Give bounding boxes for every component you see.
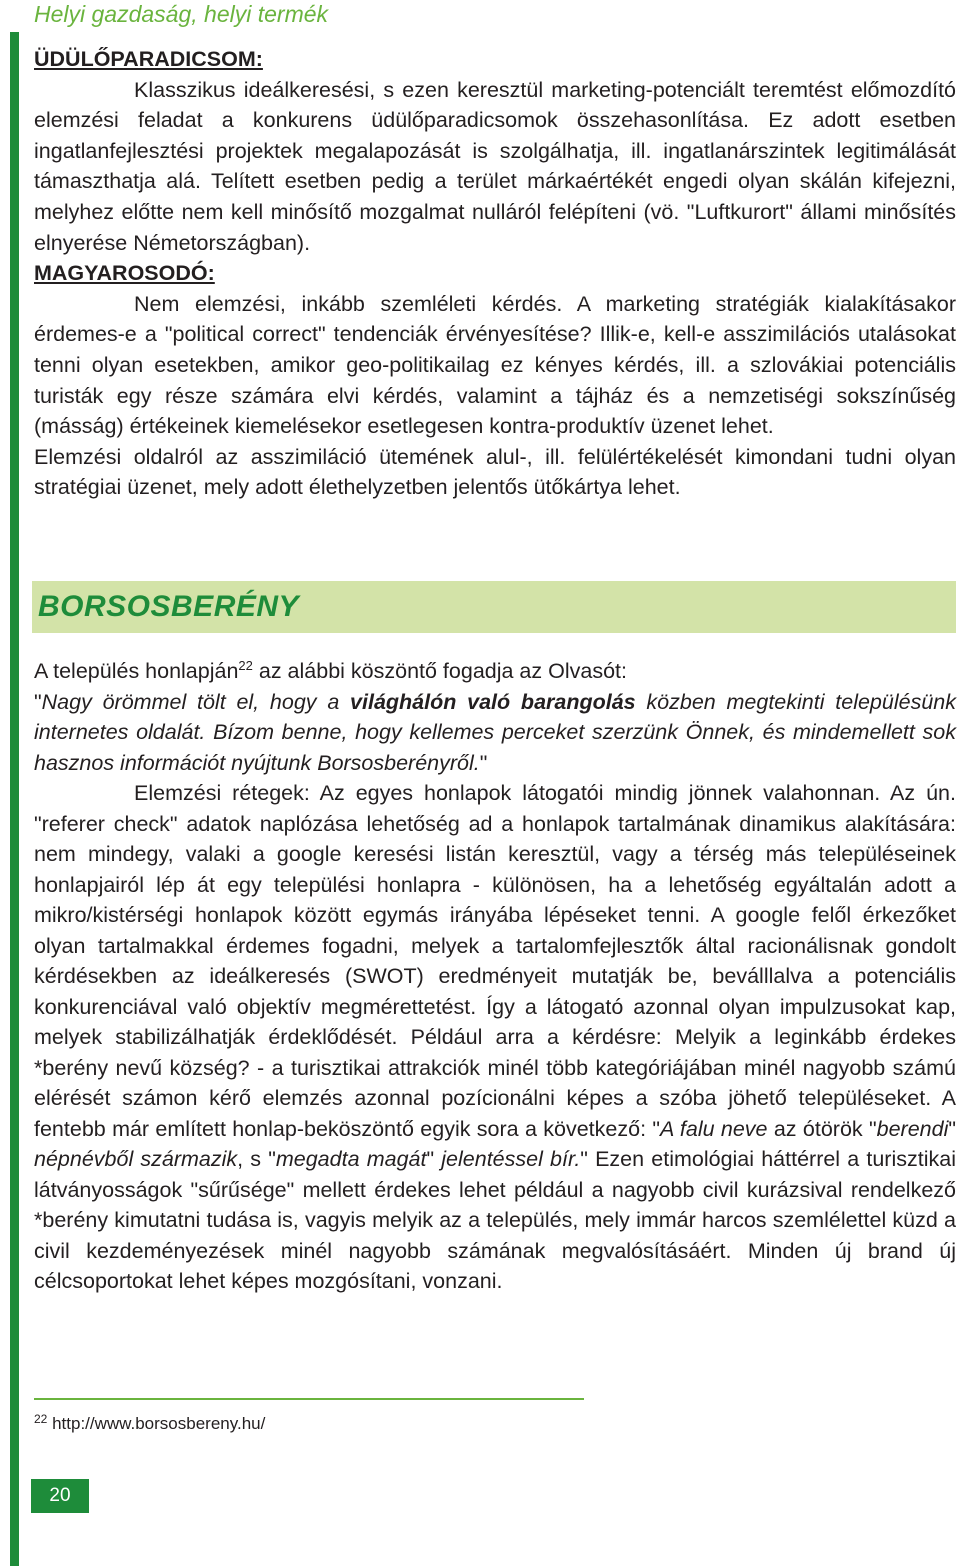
analysis-q1: A falu neve (660, 1116, 768, 1141)
quote-c: közben megtekinti településünk internetes oldalát. Bízom benne, hogy kellemes perceket szerzünk Önnek, és mindemellett sok hasznos információt nyújtunk Borsosberényről. (34, 689, 956, 775)
quote-open: " (34, 689, 42, 714)
section-body-magyarosodo: Nem elemzési, inkább szemléleti kérdés. A marketing stratégiák kialakításakor érdemes-e a "political correct" tendenciák érvényesítése? Illik-e, kell-e asszimilációs utalásokat tenni olyan esetekben, amikor geo-politikailag ez kényes kérdés, ill. a szlovákiai potenciális turisták egy része számára elvi kérdés, valamint a tájház és a nemzetiségi sokszínűség (másság) értékeinek kiemelésekor esetlegesen kontra-produktív üzenet lehet. (34, 291, 956, 439)
section-heading-magyarosodo: MAGYAROSODÓ: (34, 261, 215, 286)
footnote-divider (34, 1398, 584, 1400)
footnote-link[interactable]: http://www.borsosbereny.hu/ (47, 1414, 266, 1433)
side-accent-bar (10, 32, 19, 1566)
band-title: BORSOSBERÉNY (38, 590, 300, 623)
analysis-q2: berendi (876, 1116, 949, 1141)
quote-close: " (479, 750, 488, 775)
quote-paragraph (34, 687, 956, 779)
quote-bold: világhálón való barangolás (350, 689, 636, 714)
section-heading-udulo: ÜDÜLŐPARADICSOM: (34, 47, 263, 71)
analysis-q3: népnévből származik (34, 1147, 238, 1171)
footnote-number: 22 (34, 1412, 48, 1426)
page-number: 20 (31, 1479, 89, 1513)
analysis-paragraph (34, 778, 956, 1297)
intro-text: A település honlapján (34, 659, 239, 683)
analysis-t4: " (426, 1147, 442, 1171)
intro-text-2: az alábbi köszöntő fogadja az Olvasót: (252, 659, 627, 683)
analysis-t5: " Ezen etimológiai háttérrel a turisztikai látványosságok "sűrűsége" mellett érdekes lehet például a nagyobb civil kurázsival rendelkező *berény kimutatni tudása is, vagyis melyik az a település, mely immár harcos szemlélettel küzd a civil kezdeményezések minél nagyobb számának megvalósításáért. Minden új brand új célcsoportokat lehet képes mozgósítani, vonzani. (34, 1147, 956, 1293)
section-body-udulo: Klasszikus ideálkeresési, s ezen keresztül marketing-potenciált teremtést előmozdító elemzési feladat a konkurens üdülőparadicsomok összehasonlítása. Ez adott esetben ingatlanfejlesztési projektek megalapozását is szolgálhatja, ill. ingatlanárszintek legitimálását támaszthatja alá. Telített esetben pedig a terület márkaértékét engedi olyan skálán kifejezni, melyhez előtte nem kell minősítő mozgalmat nulláról felépíteni (vö. "Luftkurort" állami minősítés elnyerése Németországban). (34, 77, 956, 255)
analysis-t1: az ótörök " (767, 1116, 877, 1141)
analysis-t2: " (948, 1116, 956, 1141)
analysis-q4: megadta magát (275, 1147, 427, 1171)
footnote-ref: 22 (238, 658, 253, 673)
analysis-q5: jelentéssel bír. (441, 1147, 581, 1171)
intro-paragraph (34, 656, 956, 687)
section-body-magyarosodo-2: Elemzési oldalról az asszimiláció ütemének alul-, ill. felülértékelését kimondani tudni olyan stratégiai üzenet, mely adott élethelyzetben jelentős ütőkártya lehet. (34, 444, 956, 500)
analysis-t3: , s " (237, 1147, 276, 1171)
running-header: Helyi gazdaság, helyi termék (34, 1, 329, 27)
upper-text (34, 44, 956, 503)
footnote (34, 1412, 265, 1436)
lower-text (34, 656, 956, 1297)
quote-a: Nagy örömmel tölt el, hogy a (41, 689, 351, 714)
analysis-p1: Elemzési rétegek: Az egyes honlapok látogatói mindig jönnek valahonnan. Az ún. "referer check" adatok naplózása lehetőség ad a honlapok tartalmának dinamikus alakítására: nem mindegy, valaki a google keresési listán keresztül, vagy a térség más településeinek honlapjairól lép át egy települési honlapra - különösen, ha a lehetőség egyáltalán adott a mikro/kistérségi honlapok között egymás irányába lépéseket tenni. A google felől érkezőket olyan tartalmakkal érdemes fogadni, melyek a tartalomfejlesztők által racionálisnak gondolt kérdésekben az ideálkeresés (SWOT) eredményeit mutatják be, beválllalva a potenciális konkurenciával való objektív megmérettetést. Így a látogató azonnal olyan impulzusokat kap, melyek stabilizálhatják érdeklődését. Például arra a kérdésre: Melyik a leginkább érdekes *berény nevű község? - a turisztikai attrakciók minél több kategóriájában minél nagyobb számú elérését számon kérő elemzés azonnal pozícionálni képes a szóba jöhető településeket. A fentebb már említett honlap-beköszöntő egyik sora a következő: " (34, 781, 956, 1141)
